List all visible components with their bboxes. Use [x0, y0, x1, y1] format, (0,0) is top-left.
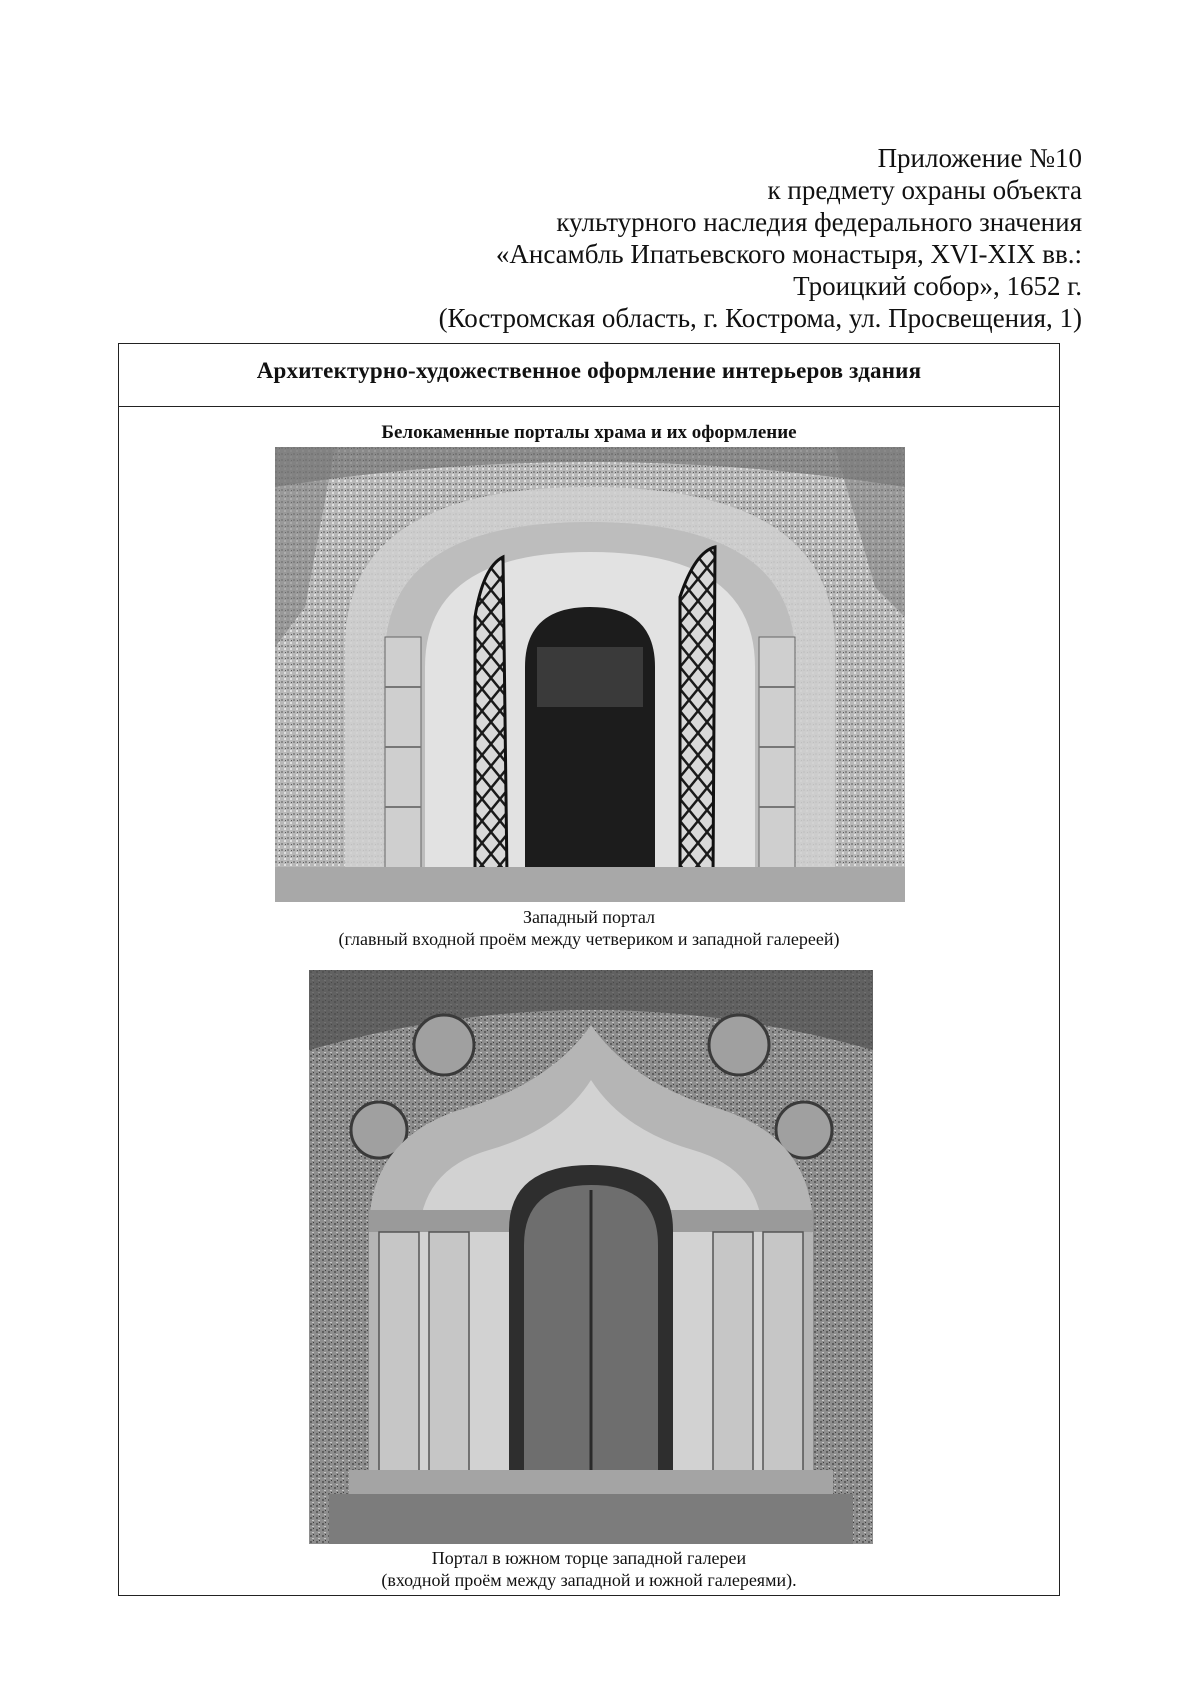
southern-gallery-portal-title: Портал в южном торце западной галереи — [431, 1548, 747, 1568]
appendix-subject: к предмету охраны объекта — [767, 175, 1082, 205]
southern-gallery-portal-caption — [119, 1547, 1059, 1591]
western-portal-caption — [119, 906, 1059, 950]
appendix-number: Приложение №10 — [877, 143, 1082, 173]
western-portal-description: (главный входной проём между четвериком и западной галереей) — [338, 929, 840, 949]
appendix-object-name: «Ансамбль Ипатьевского монастыря, XVI-XIX вв.: — [495, 239, 1082, 269]
subsection-title: Белокаменные порталы храма и их оформление — [381, 422, 797, 443]
appendix-heritage-level: культурного наследия федерального значения — [556, 207, 1082, 237]
western-portal-photo — [275, 447, 905, 902]
western-portal-title: Западный портал — [522, 907, 656, 927]
southern-gallery-portal-description: (входной проём между западной и южной галереями). — [381, 1570, 797, 1590]
appendix-address: (Костромская область, г. Кострома, ул. Просвещения, 1) — [438, 303, 1082, 333]
appendix-header — [439, 142, 1082, 334]
protection-table — [118, 343, 1060, 1596]
table-divider — [119, 406, 1059, 407]
appendix-object-building: Троицкий собор», 1652 г. — [793, 271, 1082, 301]
southern-gallery-portal-photo — [309, 970, 873, 1544]
section-title: Архитектурно-художественное оформление интерьеров здания — [256, 358, 922, 383]
